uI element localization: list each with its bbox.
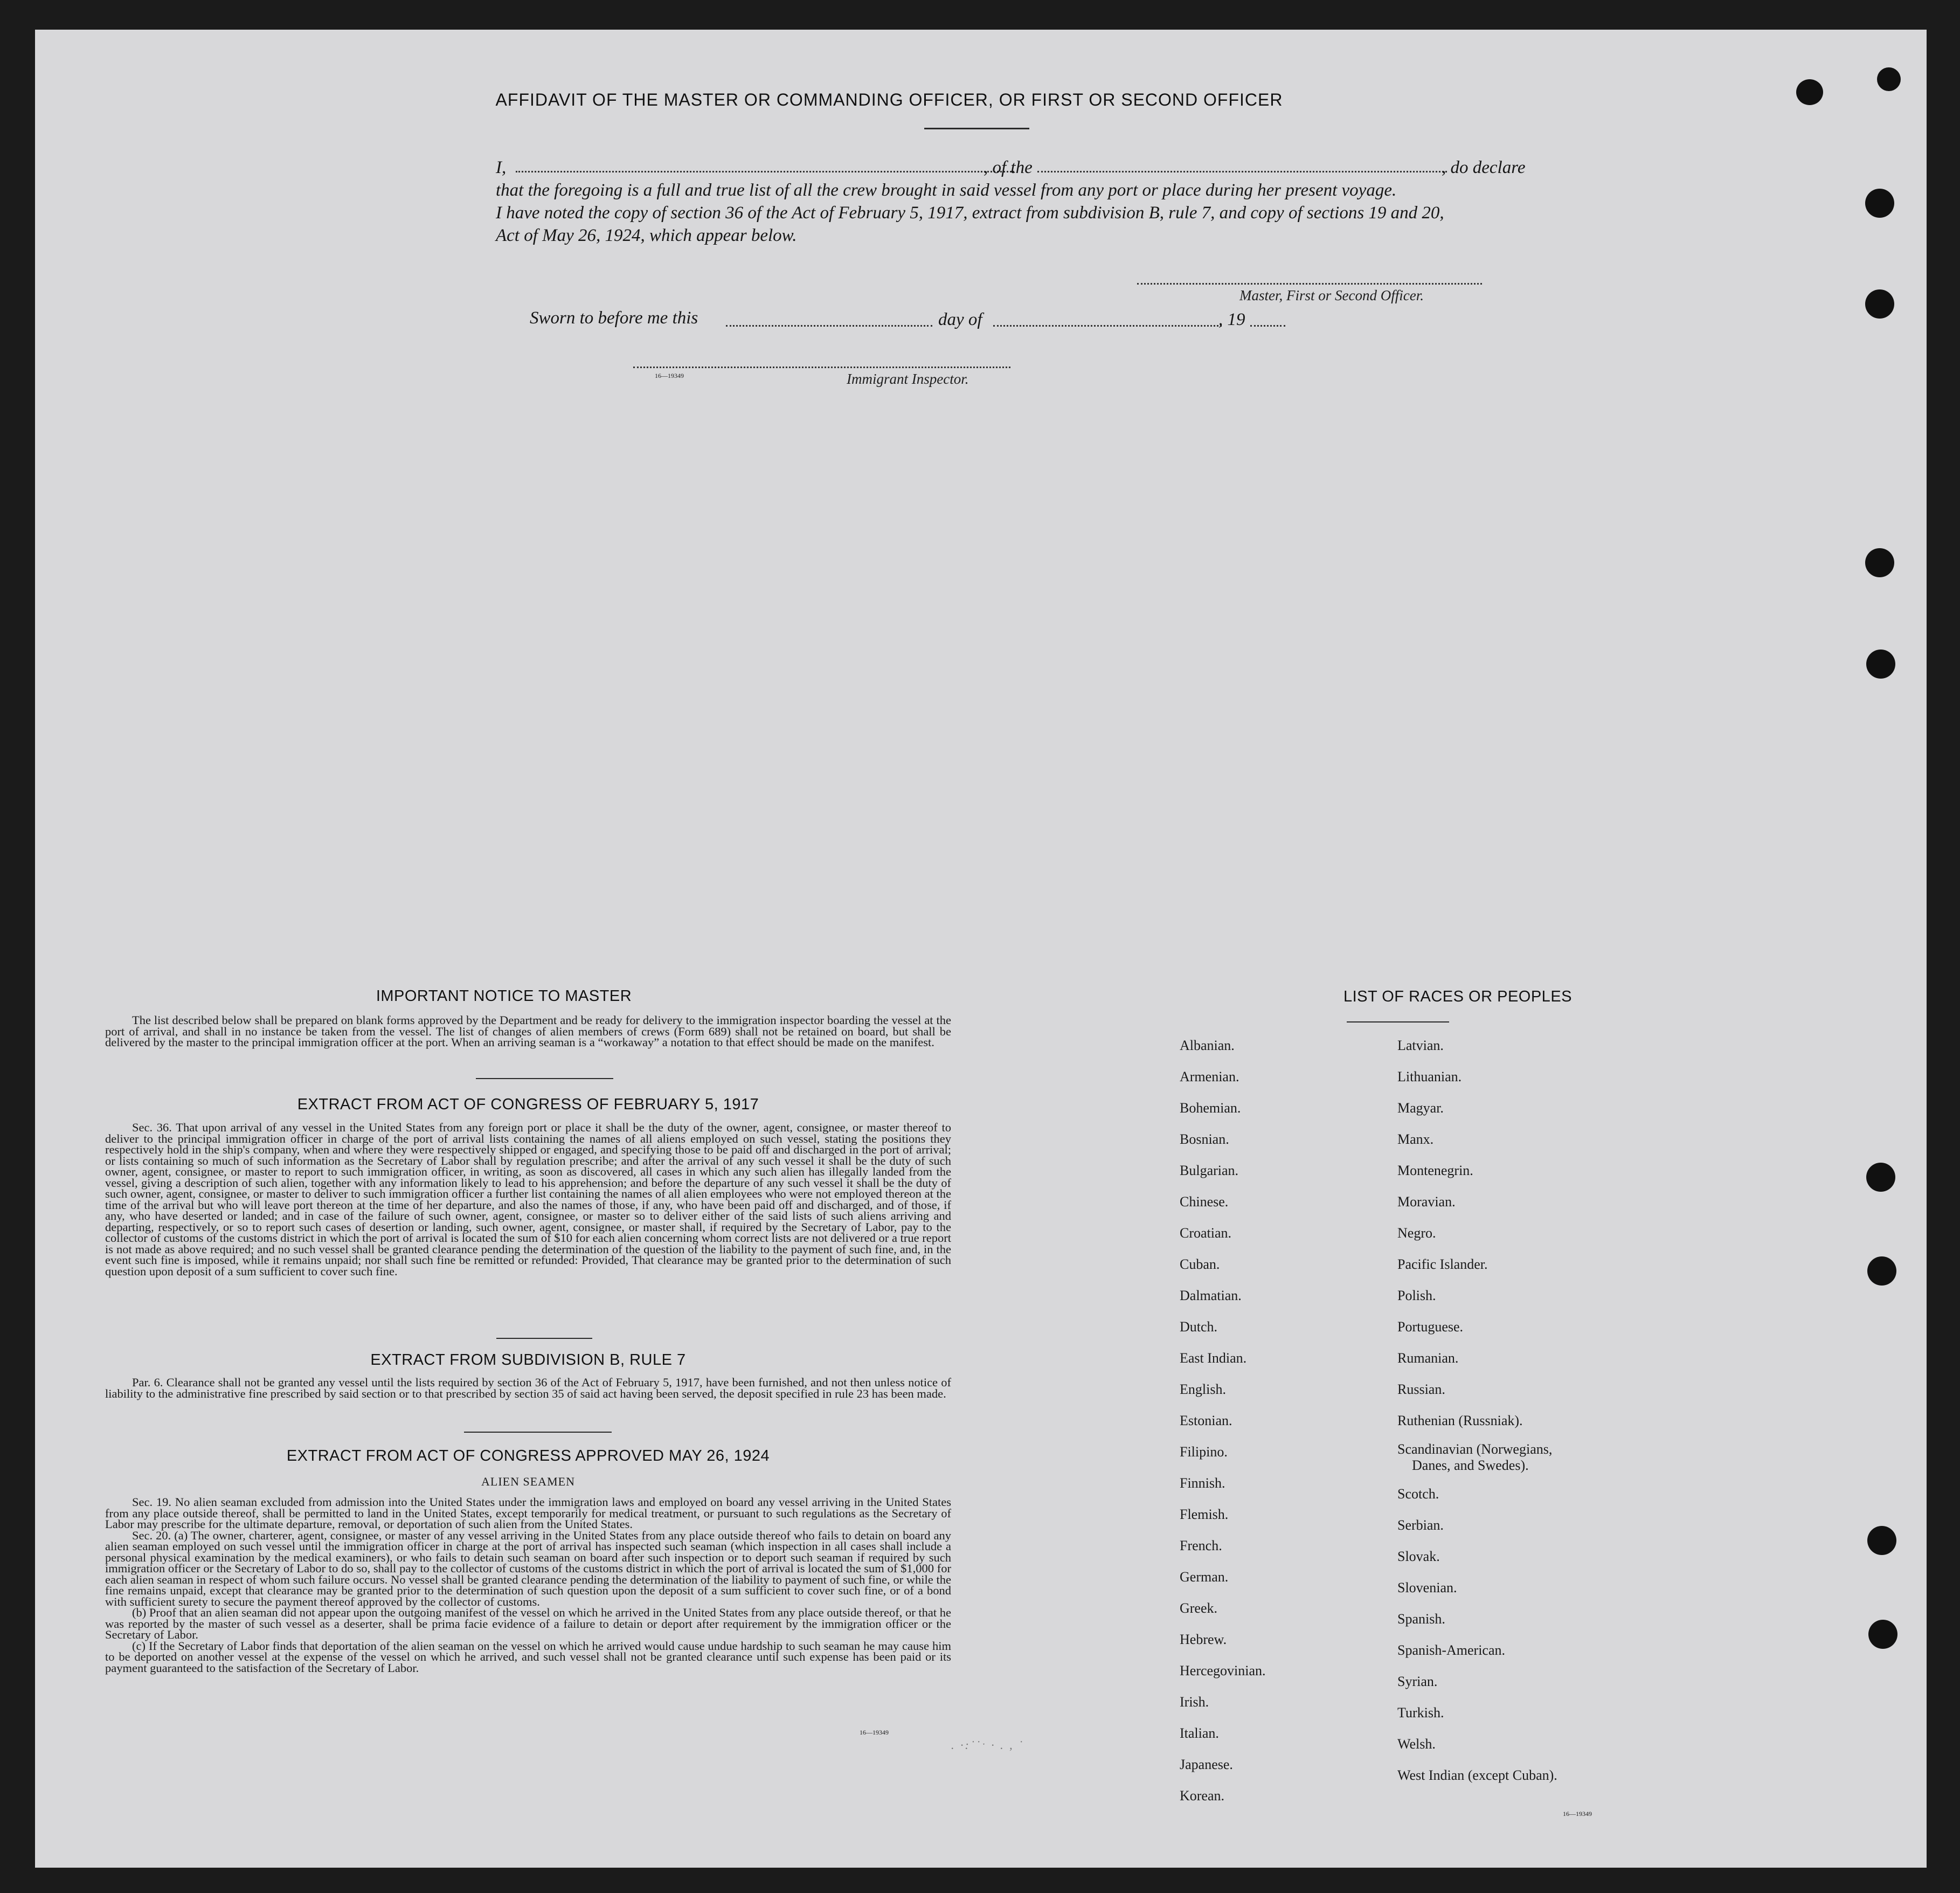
- par-6-paragraph: Par. 6. Clearance shall not be granted any vessel until the lists required by section 36 of the Act of February 5, 1917, have been furnished, and not then unless notice of liability to the administrative fine prescribed by said section or to that prescribed by section 35 of said act having been served, the deposit specified in rule 23 has been made.: [105, 1376, 951, 1400]
- inspector-signature-field[interactable]: [633, 367, 1010, 368]
- race-item: Hercegovinian.: [1180, 1663, 1266, 1678]
- race-item: Slovenian.: [1397, 1580, 1457, 1595]
- race-item: Finnish.: [1180, 1475, 1225, 1491]
- race-item: Greek.: [1180, 1600, 1218, 1616]
- race-item: Negro.: [1397, 1225, 1436, 1241]
- race-item: Polish.: [1397, 1288, 1436, 1303]
- race-item: Scotch.: [1397, 1486, 1439, 1502]
- race-item: Albanian.: [1180, 1038, 1235, 1053]
- race-item: Korean.: [1180, 1788, 1225, 1804]
- affidavit-title: AFFIDAVIT OF THE MASTER OR COMMANDING OFFICER, OR FIRST OR SECOND OFFICER: [495, 90, 1283, 109]
- sec-36-paragraph: Sec. 36. That upon arrival of any vessel in the United States from any foreign port or place it shall be the duty of the owner, agent, consignee, or master thereof to deliver to the principal immigration officer in charge of the port of arrival lists containing the names of all aliens employed on such vessel, stating the positions they respectively hold in the ship's company, when and where they were respectively shipped or engaged, and specifying those to be paid off and discharged in the port of arrival; or lists containing so much of such information as the Secretary of Labor shall by regulation prescribe; and after the arrival of any such vessel it shall be the duty of such owner, agent, consignee, or master to report to such immigration officer, in writing, as soon as discovered, all cases in which any such alien has illegally landed from the vessel, giving a description of such alien, together with any information likely to lead to his apprehension; and before the departure of any such vessel it shall be the duty of such owner, agent, consignee, or master to deliver to such immigration officer a further list containing the names of all alien employees who were not employed thereon at the time of the arrival but who will leave port thereon at the time of her departure, and also the names of those, if any, who have been paid off and discharged, and of those, if any, who have deserted or landed; and in case of the failure of such owner, agent, consignee, or master so to deliver either of the said lists of such aliens arriving and departing, respectively, or so to report such cases of desertion or landing, such owner, agent, consignee, or master shall, if required by the Secretary of Labor, pay to the collector of customs of the customs district in which the port of arrival is located the sum of $10 for each alien concerning whom correct lists are not delivered or a true report is not made as above required; and no such vessel shall be granted clearance pending the determination of the question of the liability to the payment of such fine, and, in the event such fine is imposed, while it remains unpaid; nor shall such fine be remitted or refunded: Provided, That clearance may be granted prior to the determination of such question upon deposit of a sum sufficient to cover such fine.: [105, 1121, 951, 1278]
- affidavit-do-declare: , do declare: [1442, 158, 1526, 177]
- race-item: Ruthenian (Russniak).: [1397, 1413, 1523, 1428]
- race-item: Flemish.: [1180, 1507, 1229, 1522]
- form-number: 16—19349: [1563, 1810, 1592, 1818]
- extract-1917-text: [105, 1122, 951, 1277]
- race-item: Portuguese.: [1397, 1319, 1464, 1335]
- name-field[interactable]: [516, 171, 1014, 172]
- race-item: Estonian.: [1180, 1413, 1232, 1428]
- sworn-prefix: Sworn to before me this: [530, 308, 698, 328]
- extract-1924-title: EXTRACT FROM ACT OF CONGRESS APPROVED MAY 26, 1924: [286, 1447, 770, 1464]
- faint-marks: . ·:˙˙ˑ ∙ . , ˙: [951, 1738, 1024, 1752]
- race-item: Danes, and Swedes).: [1412, 1457, 1529, 1473]
- notice-text: [105, 1015, 951, 1048]
- race-item: Spanish-American.: [1397, 1642, 1506, 1658]
- section-divider: [464, 1432, 612, 1433]
- race-item: Chinese.: [1180, 1194, 1229, 1210]
- alien-seamen-subtitle: ALIEN SEAMEN: [481, 1475, 575, 1488]
- inspector-label: Immigrant Inspector.: [847, 371, 969, 387]
- race-item: Moravian.: [1397, 1194, 1456, 1210]
- punch-hole: [1868, 1620, 1897, 1649]
- races-title-divider: [1347, 1021, 1449, 1023]
- punch-hole: [1866, 1163, 1895, 1192]
- affidavit-of-the: , of the: [984, 158, 1033, 177]
- punch-hole: [1866, 650, 1895, 679]
- form-number: 16—19349: [655, 372, 684, 379]
- form-sheet: [35, 30, 1927, 1868]
- race-item: Dutch.: [1180, 1319, 1218, 1335]
- race-item: Italian.: [1180, 1725, 1219, 1741]
- punch-hole: [1796, 79, 1823, 105]
- rule-7-title: EXTRACT FROM SUBDIVISION B, RULE 7: [370, 1351, 686, 1369]
- race-item: Latvian.: [1397, 1038, 1444, 1053]
- section-divider: [476, 1078, 613, 1079]
- sec-20b-paragraph: (b) Proof that an alien seaman did not appear upon the outgoing manifest of the vessel on which he arrived in the United States from any place outside thereof, or that he was reported by the master of such vessel as a deserter, shall be prima facie evidence of a failure to detain or deport after requirement by the immigration officer or the Secretary of Labor.: [105, 1606, 951, 1641]
- sec-19-paragraph: Sec. 19. No alien seaman excluded from admission into the United States under the immigration laws and employed on board any vessel arriving in the United States from any place outside thereof, shall be permitted to land in the United States, except temporarily for medical treatment, or pursuant to such regulations as the Secretary of Labor may prescribe for the ultimate departure, removal, or deportation of such alien from the United States.: [105, 1495, 951, 1531]
- race-item: Armenian.: [1180, 1069, 1239, 1084]
- race-item: Montenegrin.: [1397, 1163, 1473, 1178]
- race-item: Bohemian.: [1180, 1100, 1241, 1116]
- races-title: LIST OF RACES OR PEOPLES: [1343, 988, 1573, 1005]
- extract-1917-title: EXTRACT FROM ACT OF CONGRESS OF FEBRUARY 5, 1917: [297, 1096, 759, 1113]
- race-item: Scandinavian (Norwegians,: [1397, 1441, 1553, 1457]
- race-item: Magyar.: [1397, 1100, 1444, 1116]
- title-divider: [924, 128, 1029, 129]
- race-item: Rumanian.: [1397, 1350, 1459, 1366]
- race-item: Irish.: [1180, 1694, 1209, 1710]
- affidavit-line-4: Act of May 26, 1924, which appear below.: [496, 226, 797, 245]
- race-item: English.: [1180, 1381, 1226, 1397]
- form-number: 16—19349: [860, 1729, 889, 1736]
- race-item: Pacific Islander.: [1397, 1256, 1488, 1272]
- race-item: Russian.: [1397, 1381, 1445, 1397]
- year-prefix: , 19: [1218, 310, 1245, 329]
- race-item: Japanese.: [1180, 1757, 1233, 1772]
- affidavit-i: I,: [496, 158, 507, 177]
- race-item: German.: [1180, 1569, 1229, 1585]
- punch-hole: [1865, 189, 1894, 218]
- race-item: Spanish.: [1397, 1611, 1445, 1627]
- race-item: West Indian (except Cuban).: [1397, 1767, 1557, 1783]
- master-signature-field[interactable]: [1137, 283, 1482, 285]
- day-of-label: day of: [938, 310, 982, 329]
- punch-hole: [1867, 1256, 1896, 1286]
- sec-20c-paragraph: (c) If the Secretary of Labor finds that deportation of the alien seaman on the vessel on which he arrived would cause undue hardship to such seaman he may cause him to be deported on another vessel at the expense of the vessel on which he arrived, and such vessel shall not be granted clearance until such expense has been paid or its payment guaranteed to the satisfaction of the Secretary of Labor.: [105, 1639, 951, 1675]
- race-item: Turkish.: [1397, 1705, 1444, 1721]
- race-item: Syrian.: [1397, 1674, 1438, 1689]
- race-item: Manx.: [1397, 1131, 1434, 1147]
- race-item: East Indian.: [1180, 1350, 1247, 1366]
- master-signature-label: Master, First or Second Officer.: [1239, 287, 1424, 303]
- punch-hole: [1865, 548, 1894, 577]
- race-item: Filipino.: [1180, 1444, 1228, 1460]
- vessel-field[interactable]: [1037, 171, 1447, 172]
- punch-hole: [1865, 289, 1894, 319]
- race-item: Lithuanian.: [1397, 1069, 1462, 1084]
- race-item: Croatian.: [1180, 1225, 1232, 1241]
- rule-7-text: [105, 1377, 951, 1399]
- sworn-month-field[interactable]: [993, 325, 1222, 327]
- race-item: Dalmatian.: [1180, 1288, 1242, 1303]
- extract-1924-text: [105, 1497, 951, 1674]
- race-item: Bosnian.: [1180, 1131, 1229, 1147]
- sworn-day-field[interactable]: [726, 325, 932, 327]
- affidavit-line-2: that the foregoing is a full and true list of all the crew brought in said vessel from any port or place during her present voyage.: [496, 181, 1397, 200]
- sworn-year-field[interactable]: [1250, 325, 1285, 327]
- race-item: Slovak.: [1397, 1549, 1440, 1564]
- race-item: Serbian.: [1397, 1517, 1444, 1533]
- race-item: Welsh.: [1397, 1736, 1436, 1752]
- notice-title: IMPORTANT NOTICE TO MASTER: [376, 987, 632, 1005]
- notice-paragraph: The list described below shall be prepared on blank forms approved by the Department and be ready for delivery to the immigration inspector boarding the vessel at the port of arrival, and shall in no instance be taken from the vessel. The list of changes of alien members of crews (Form 689) shall not be retained on board, but shall be delivered by the master to the principal immigration officer at the port. When an arriving seaman is a “workaway” a notation to that effect should be made on the manifest.: [105, 1013, 951, 1049]
- punch-hole: [1877, 67, 1901, 91]
- race-item: French.: [1180, 1538, 1222, 1553]
- race-item: Cuban.: [1180, 1256, 1220, 1272]
- sec-20a-paragraph: Sec. 20. (a) The owner, charterer, agent, consignee, or master of any vessel arriving in the United States from any place outside thereof who fails to detain on board any alien seaman employed on such vessel until the immigration officer in charge at the port of arrival has inspected such seaman (which inspection in all cases shall include a personal physical examination by the medical examiners), or who fails to detain such seaman on board after such inspection or to deport such seaman if required by such immigration officer or the Secretary of Labor to do so, shall pay to the collector of customs of the customs district in which the port of arrival is located the sum of $1,000 for each alien seaman in respect of whom such failure occurs. No vessel shall be granted clearance pending the determination of the liability to payment of such fine, or while the fine remains unpaid, except that clearance may be granted prior to the determination of such question upon the deposit of a sum sufficient to cover such fine, or of a bond with sufficient surety to secure the payment thereof approved by the collector of customs.: [105, 1528, 951, 1608]
- punch-hole: [1867, 1526, 1896, 1555]
- affidavit-line-3: I have noted the copy of section 36 of the Act of February 5, 1917, extract from subdivision B, rule 7, and copy of sections 19 and 20,: [496, 203, 1444, 223]
- race-item: Bulgarian.: [1180, 1163, 1239, 1178]
- section-divider: [496, 1338, 592, 1339]
- race-item: Hebrew.: [1180, 1632, 1227, 1647]
